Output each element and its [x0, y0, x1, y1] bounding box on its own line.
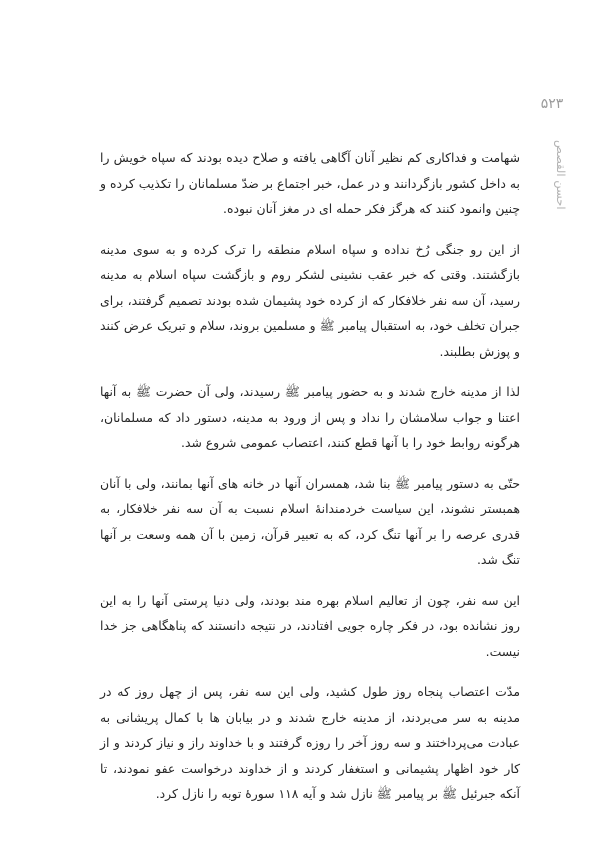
- paragraph-3: لذا از مدینه خارج شدند و به حضور پیامبر ﷺ رسیدند، ولی آن حضرت ﷺ به آنها اعتنا و جواب سلامشان را نداد و پس از ورود به مدینه، دستور داد که مسلمانان، هرگونه روابط خود را با آنها قطع کنند، اعتصاب عمومی شروع شد.: [100, 384, 520, 450]
- running-title: احسن القصص: [554, 140, 568, 210]
- paragraph-6: مدّت اعتصاب پنجاه روز طول کشید، ولی این سه نفر، پس از چهل روز که در مدینه به سر می‌بردند، از مدینه خارج شدند و در بیابان ها با کمال پریشانی به عبادت می‌پرداختند و سه روز آخر را روزه گرفتند و با خداوند راز و نیاز کردند و از کار خود اظهار پشیمانی و استغفار کردند و از خداوند درخواست عفو نمودند، تا آنکه جبرئیل ﷺ بر پیامبر ﷺ نازل شد و آیه ۱۱۸ سورهٔ توبه را نازل کرد.: [100, 684, 520, 801]
- body-text: [100, 145, 520, 822]
- paragraph-5: این سه نفر، چون از تعالیم اسلام بهره مند بودند، ولی دنیا پرستی آنها را به این روز نشانده بود، در فکر چاره جویی افتادند، در نتیجه دانستند که پناهگاهی جز خدا نیست.: [100, 592, 520, 659]
- paragraph-4: حتّی به دستور پیامبر ﷺ بنا شد، همسران آنها در خانه های آنها بمانند، ولی با آنان همبستر نشوند، این سیاست خردمندانهٔ اسلام نسبت به آن سه نفر خلافکار، به قدری عرصه را بر آنها تنگ کرد، که به تعبیر قرآن، زمین با آن همه وسعت بر آنها تنگ شد.: [100, 475, 520, 567]
- paragraph-2: از این رو جنگی رُخ نداده و سپاه اسلام منطقه را ترک کرده و به سوی مدینه بازگشتند. وقتی که خبر عقب نشینی لشکر روم و بازگشت سپاه اسلام به مدینه رسید، آن سه نفر خلافکار که از کرده خود پشیمان شده بودند تصمیم گرفتند، برای جبران تخلف خود، به استقبال پیامبر ﷺ و مسلمین بروند، سلام و تبریک عرض کنند و پوزش بطلبند.: [100, 241, 520, 359]
- paragraph-1: شهامت و فداکاری کم نظیر آنان آگاهی یافته و صلاح دیده بودند که سپاه خویش را به داخل کشور بازگردانند و در عمل، خبر اجتماع بر ضدّ مسلمانان را تکذیب کرده و چنین وانمود کنند که هرگز فکر حمله ای در مغز آنان نبوده.: [100, 150, 520, 216]
- page-number: ۵۲۳: [540, 96, 564, 112]
